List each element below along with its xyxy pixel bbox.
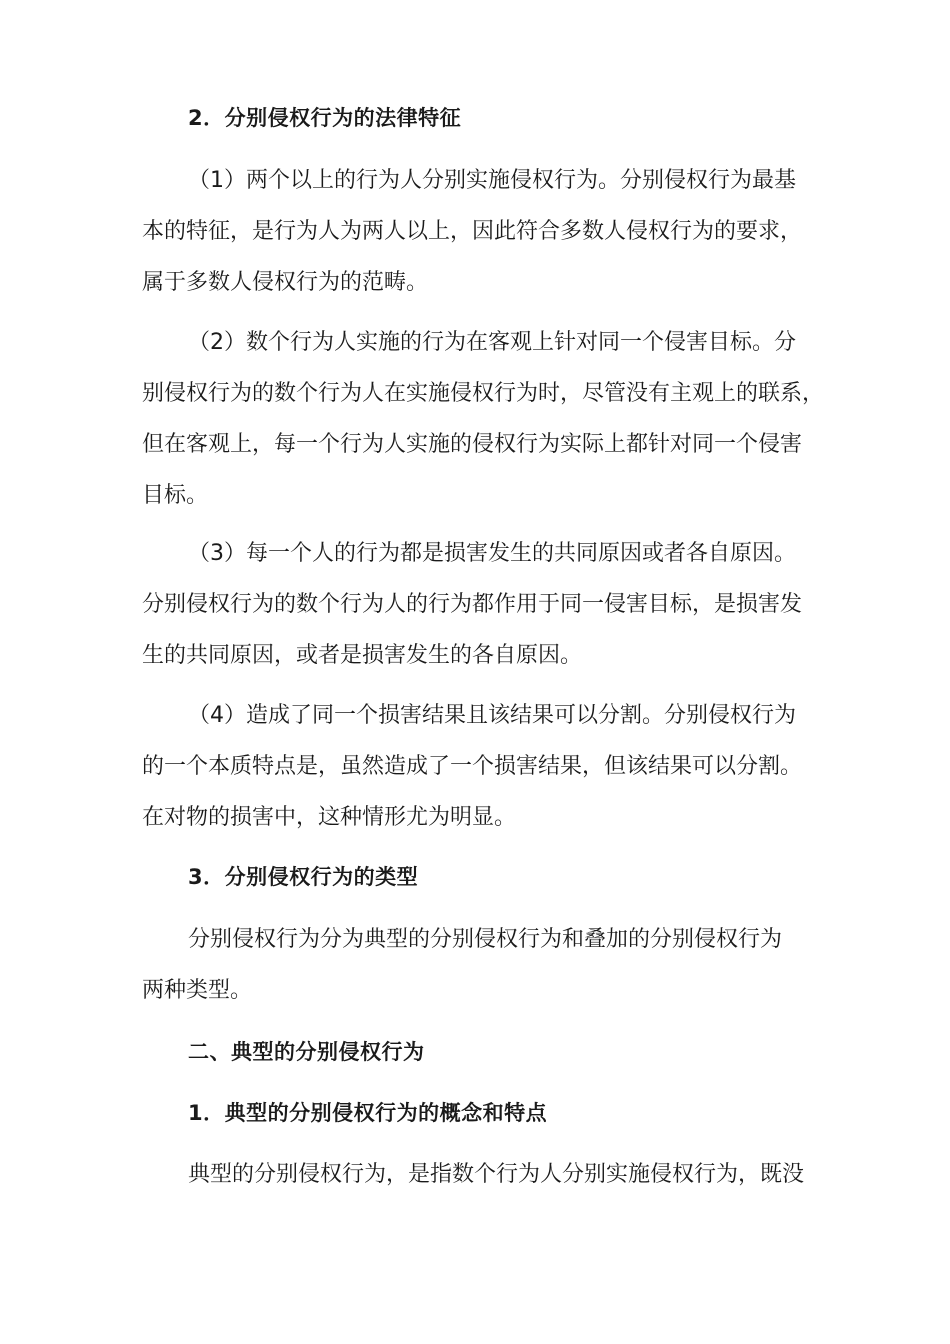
text-line: 目标。 bbox=[142, 483, 209, 508]
text-line: 的一个本质特点是，虽然造成了一个损害结果，但该结果可以分割。 bbox=[142, 754, 803, 779]
section-3-heading: 3．分别侵权行为的类型 bbox=[188, 865, 419, 889]
text-line: 典型的分别侵权行为，是指数个行为人分别实施侵权行为，既没 bbox=[188, 1162, 805, 1187]
text-line: 属于多数人侵权行为的范畴。 bbox=[142, 270, 429, 295]
text-line: 在对物的损害中，这种情形尤为明显。 bbox=[142, 805, 517, 830]
paragraph-item-2 bbox=[142, 317, 832, 521]
text-line: （2）数个行为人实施的行为在客观上针对同一个侵害目标。分 bbox=[188, 330, 796, 355]
part-2-heading: 二、典型的分别侵权行为 bbox=[188, 1040, 425, 1064]
paragraph-definition bbox=[142, 1149, 832, 1200]
paragraph-item-1 bbox=[142, 155, 832, 308]
text-line: 分别侵权行为分为典型的分别侵权行为和叠加的分别侵权行为 bbox=[188, 927, 783, 952]
section-2-heading: 2．分别侵权行为的法律特征 bbox=[188, 106, 462, 130]
paragraph-item-4 bbox=[142, 690, 832, 843]
text-line: （3）每一个人的行为都是损害发生的共同原因或者各自原因。 bbox=[188, 541, 796, 566]
paragraph-types bbox=[142, 914, 832, 1016]
text-line: 分别侵权行为的数个行为人的行为都作用于同一侵害目标，是损害发 bbox=[142, 592, 803, 617]
text-line: 但在客观上，每一个行为人实施的侵权行为实际上都针对同一个侵害 bbox=[142, 432, 803, 457]
text-line: （4）造成了同一个损害结果且该结果可以分割。分别侵权行为 bbox=[188, 703, 796, 728]
text-line: 两种类型。 bbox=[142, 978, 253, 1003]
paragraph-item-3 bbox=[142, 528, 832, 681]
text-line: 别侵权行为的数个行为人在实施侵权行为时，尽管没有主观上的联系， bbox=[142, 381, 825, 406]
text-line: 生的共同原因，或者是损害发生的各自原因。 bbox=[142, 643, 583, 668]
text-line: 本的特征，是行为人为两人以上，因此符合多数人侵权行为的要求， bbox=[142, 219, 803, 244]
text-line: （1）两个以上的行为人分别实施侵权行为。分别侵权行为最基 bbox=[188, 168, 796, 193]
subsection-1-heading: 1．典型的分别侵权行为的概念和特点 bbox=[188, 1101, 548, 1125]
